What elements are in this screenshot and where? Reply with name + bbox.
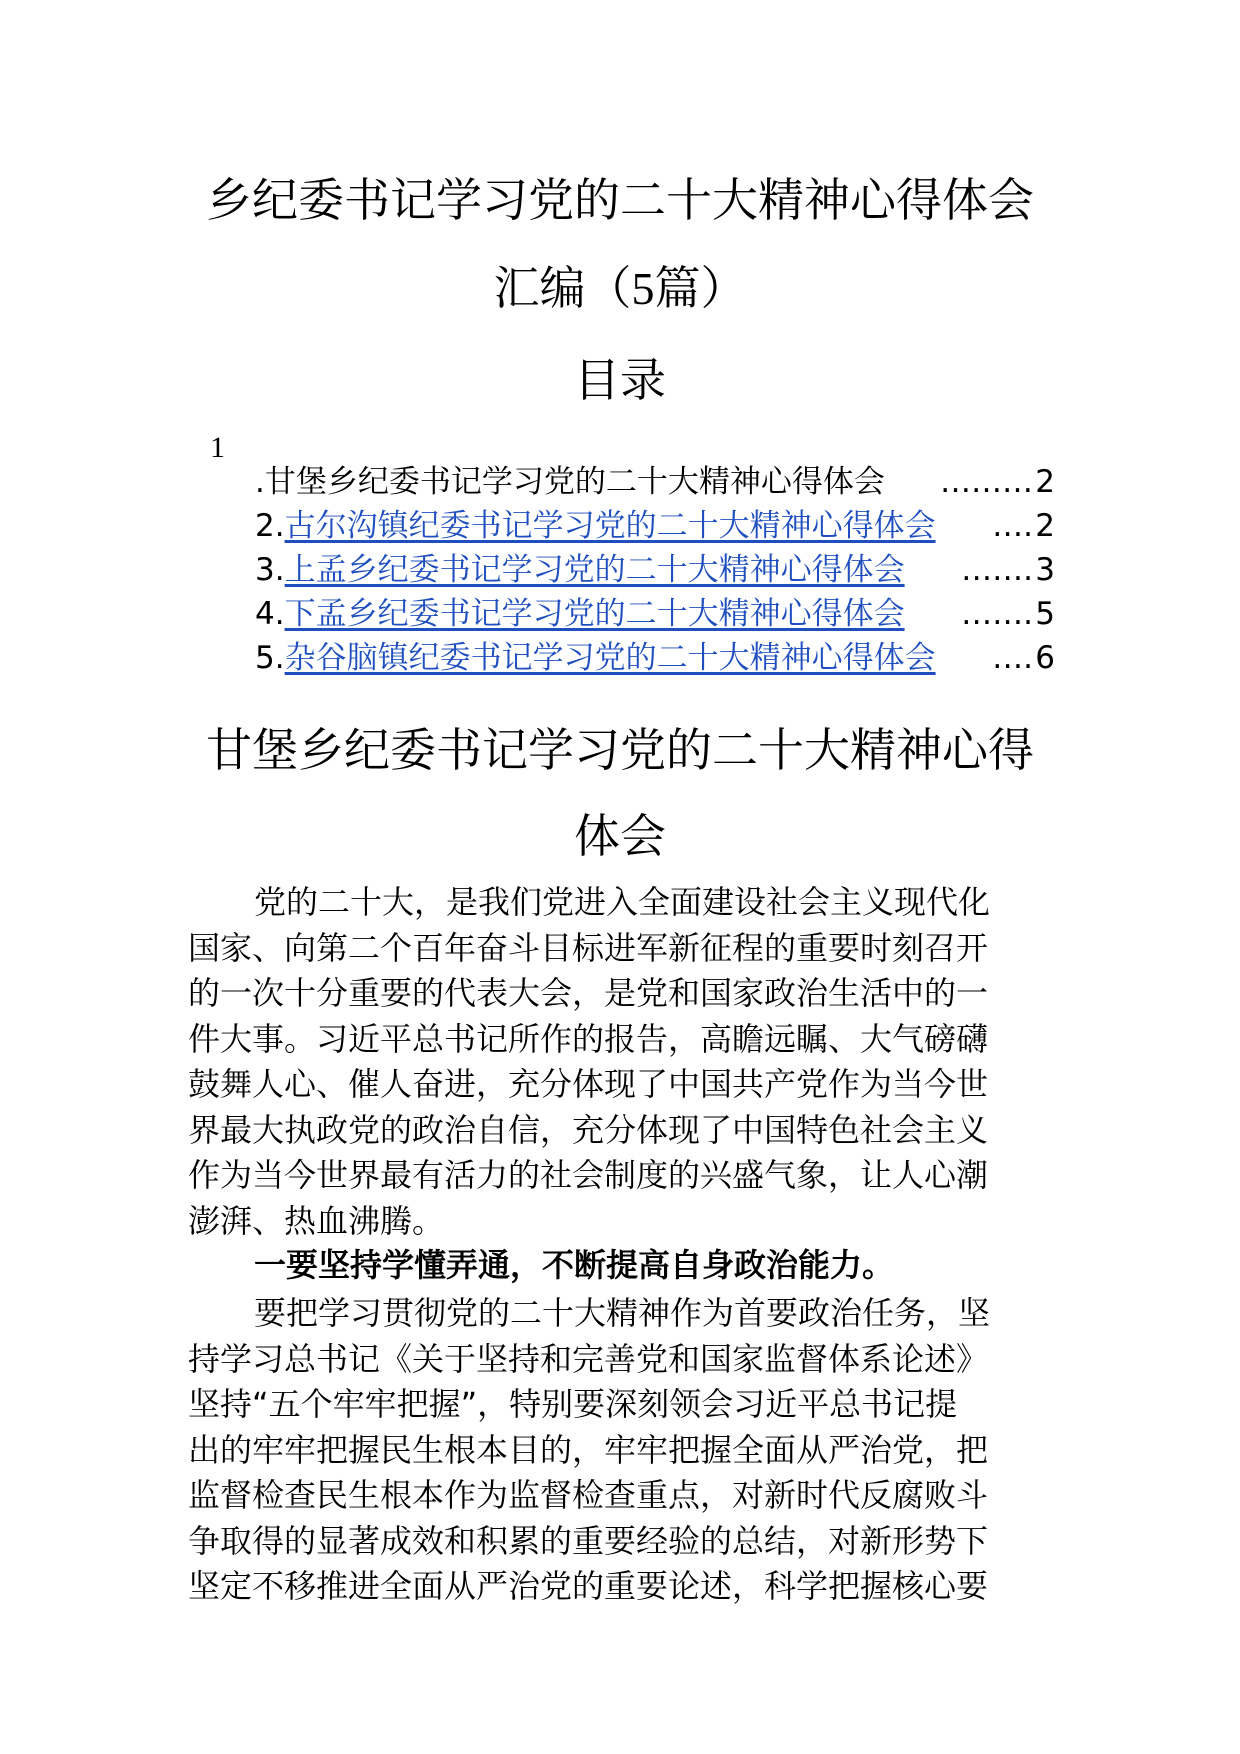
toc-item[interactable] — [255, 460, 1055, 504]
toc-item[interactable] — [255, 636, 1055, 680]
text-line: 坚定不移推进全面从严治党的重要论述，科学把握核心要 — [188, 1567, 989, 1605]
toc-item-link[interactable]: 古尔沟镇纪委书记学习党的二十大精神心得体会 — [284, 508, 936, 544]
text-line: 的一次十分重要的代表大会，是党和国家政治生活中的一 — [188, 974, 989, 1012]
toc-item-link[interactable]: 杂谷脑镇纪委书记学习党的二十大精神心得体会 — [284, 640, 936, 676]
toc-item-dots: ……. — [961, 552, 1033, 588]
text-line: 出的牢牢把握民生根本目的，牢牢把握全面从严治党，把 — [188, 1430, 989, 1469]
toc-item-page: 3 — [1035, 552, 1055, 588]
paragraph-2-heading: 一要坚持学懂弄通，不断提高自身政治能力。 — [254, 1246, 895, 1284]
document-title-line2 — [150, 258, 1090, 319]
toc-item-number: 3. — [255, 552, 285, 588]
text-line: 要把学习贯彻党的二十大精神作为首要政治任务，坚 — [254, 1294, 991, 1332]
section-title-line1: 甘堡乡纪委书记学习党的二十大精神心得 — [206, 723, 1034, 777]
toc-item-number: . — [255, 464, 265, 500]
toc-item-number: 5. — [255, 640, 285, 676]
paragraph-3 — [188, 1291, 1058, 1610]
title-line2-num: 5 — [631, 263, 655, 314]
text-line: 争取得的显著成效和积累的重要经验的总结，对新形势下 — [188, 1521, 989, 1560]
title-line2-pre: 汇编（ — [493, 261, 632, 315]
text-line: 坚持“五个牢牢把握”，特别要深刻领会习近平总书记提 — [188, 1385, 958, 1423]
text-line: 澎湃、热血沸腾。 — [188, 1201, 445, 1240]
toc-item[interactable] — [255, 592, 1055, 636]
text-line: 国家、向第二个百年奋斗目标进军新征程的重要时刻召开 — [188, 928, 989, 967]
toc-item-link[interactable]: 下孟乡纪委书记学习党的二十大精神心得体会 — [284, 596, 905, 632]
toc-item-page: 6 — [1035, 640, 1055, 676]
text-line: 界最大执政党的政治自信，充分体现了中国特色社会主义 — [188, 1110, 989, 1149]
toc-item-page: 5 — [1035, 596, 1055, 632]
toc-item-dots: ……… — [940, 464, 1033, 500]
toc-item-dots: …. — [992, 640, 1033, 676]
text-line: 件大事。习近平总书记所作的报告，高瞻远瞩、大气磅礴 — [188, 1019, 989, 1058]
toc-item-text: 甘堡乡纪委书记学习党的二十大精神心得体会 — [264, 464, 885, 500]
toc-item-dots: ……. — [961, 596, 1033, 632]
toc-item-number: 2. — [255, 508, 285, 544]
toc-item[interactable] — [255, 504, 1055, 548]
toc-item-number: 4. — [255, 596, 285, 632]
toc-item-page: 2 — [1035, 464, 1055, 500]
toc-first-number: 1 — [210, 431, 225, 464]
document-title-line1: 乡纪委书记学习党的二十大精神心得体会 — [206, 173, 1034, 227]
text-line: 党的二十大，是我们党进入全面建设社会主义现代化 — [254, 883, 991, 921]
toc-heading: 目录 — [574, 353, 666, 407]
text-line: 持学习总书记《关于坚持和完善党和国家监督体系论述》 — [188, 1339, 989, 1378]
text-line: 监督检查民生根本作为监督检查重点，对新时代反腐败斗 — [188, 1476, 989, 1514]
section-title-line2: 体会 — [574, 809, 666, 863]
text-line: 作为当今世界最有活力的社会制度的兴盛气象，让人心潮 — [188, 1156, 989, 1194]
toc-item[interactable] — [255, 548, 1055, 592]
toc-item-dots: …. — [992, 508, 1033, 544]
toc-item-page: 2 — [1035, 508, 1055, 544]
paragraph-1 — [188, 880, 1058, 1244]
title-line2-post: 篇） — [654, 261, 747, 315]
text-line: 鼓舞人心、催人奋进，充分体现了中国共产党作为当今世 — [188, 1065, 989, 1103]
toc-item-link[interactable]: 上孟乡纪委书记学习党的二十大精神心得体会 — [284, 552, 905, 588]
